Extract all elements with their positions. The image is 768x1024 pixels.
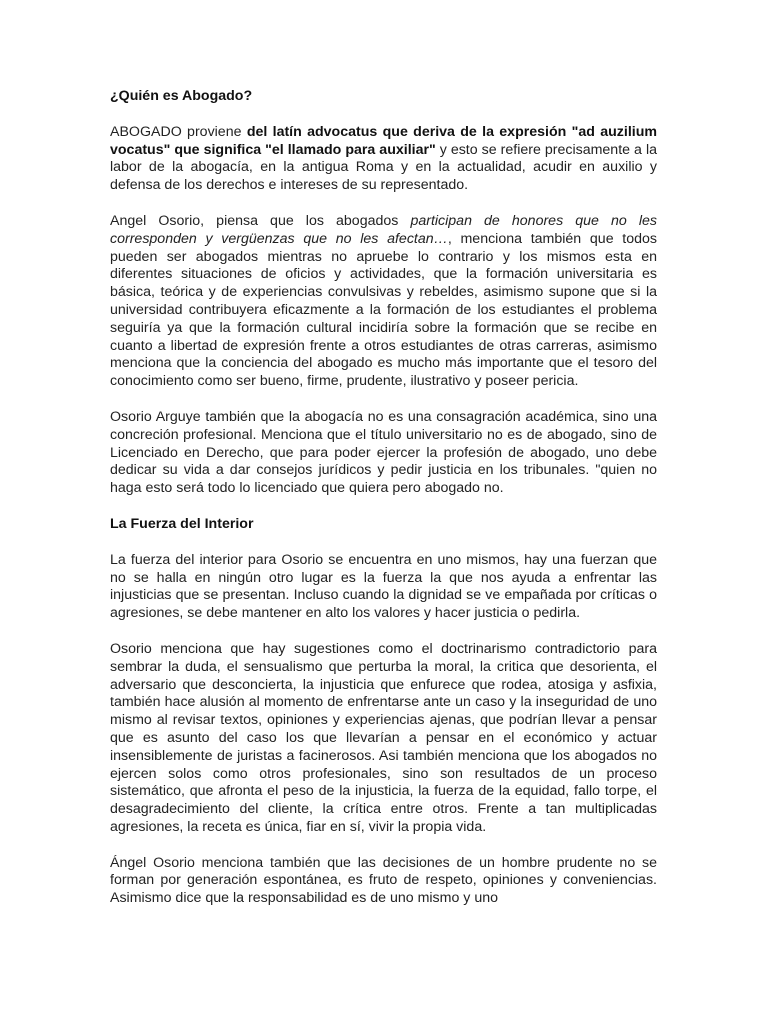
paragraph-text: Angel Osorio, piensa que los abogados bbox=[110, 212, 411, 229]
bold-text: del latín advocatus que deriva de la expresión "ad auzilium vocatus" que significa "el llamado para auxiliar" bbox=[110, 123, 657, 158]
section-heading-fuerza-interior: La Fuerza del Interior bbox=[110, 515, 254, 532]
paragraph-text: , menciona también que todos pueden ser abogados mientras no apruebe lo contrario y los mismos esta en diferentes situaciones de oficios y actividades, que la formación universitaria es básica, teórica y de experiencias convulsivas y rebeldes, asimismo supone que si la universidad contribuyera eficazmente a la formación de los estudiantes el problema seguiría ya que la formación cultural incidiría sobre la formación que se recibe en cuanto a libertad de expresión frente a otros estudiantes de otras carreras, asimismo menciona que la conciencia del abogado es mucho más importante que el tesoro del conocimiento como ser bueno, firme, prudente, ilustrativo y poseer pericia. bbox=[110, 230, 658, 390]
paragraph-text: y esto se refiere precisamente a la labor de la abogacía, en la antigua Roma y en la actualidad, acudir en auxilio y defensa de los derechos e intereses de su representado. bbox=[110, 141, 657, 194]
paragraph-osorio-arguye: Osorio Arguye también que la abogacía no es una consagración académica, sino una concreción profesional. Menciona que el título universitario no es de abogado, sino de Licenciado en Derecho, que para poder ejercer la profesión de abogado, uno debe dedicar su vida a dar consejos jurídicos y pedir justicia en los tribunales. "quien no haga esto será todo lo licenciado que quiera pero abogado no. bbox=[110, 408, 657, 497]
paragraph-abogado-origen bbox=[110, 124, 657, 195]
italic-text: participan de honores que no les corresponden y vergüenzas que no les afectan… bbox=[110, 212, 657, 247]
section-heading-quien-es-abogado: ¿Quién es Abogado? bbox=[110, 88, 253, 104]
paragraph-fuerza-interior: La fuerza del interior para Osorio se encuentra en uno mismos, hay una fuerzan que no se halla en ningún otro lugar es la fuerza la que nos ayuda a enfrentar las injusticias que se presentan. Incluso cuando la dignidad se ve empañada por críticas o agresiones, se debe mantener en alto los valores y hacer justicia o pedirla. bbox=[110, 551, 657, 622]
document-page bbox=[110, 88, 657, 926]
paragraph-decisiones: Ángel Osorio menciona también que las decisiones de un hombre prudente no se forman por generación espontánea, es fruto de respeto, opiniones y conveniencias. Asimismo dice que la responsabilidad es de uno mismo y uno bbox=[110, 854, 657, 907]
paragraph-sugestiones: Osorio menciona que hay sugestiones como el doctrinarismo contradictorio para sembrar la duda, el sensualismo que perturba la moral, la critica que desorienta, el adversario que desconcierta, la injusticia que enfurece que rodea, atosiga y asfixia, también hace alusión al momento de enfrentarse ante un caso y la inseguridad de uno mismo al revisar textos, opiniones y experiencias ajenas, que podrían llevar a pensar que es asunto del caso los que llevarían a pensar en el económico y actuar insensiblemente de juristas a facinerosos. Asi también menciona que los abogados no ejercen solos como otros profesionales, sino son resultados de un proceso sistemático, que afronta el peso de la injusticia, la fuerza de la equidad, fallo torpe, el desagradecimiento del cliente, la crítica entre otros. Frente a tan multiplicadas agresiones, la receta es única, fiar en sí, vivir la propia vida. bbox=[110, 640, 657, 835]
paragraph-angel-osorio bbox=[110, 213, 657, 391]
paragraph-text: ABOGADO proviene bbox=[110, 123, 247, 140]
